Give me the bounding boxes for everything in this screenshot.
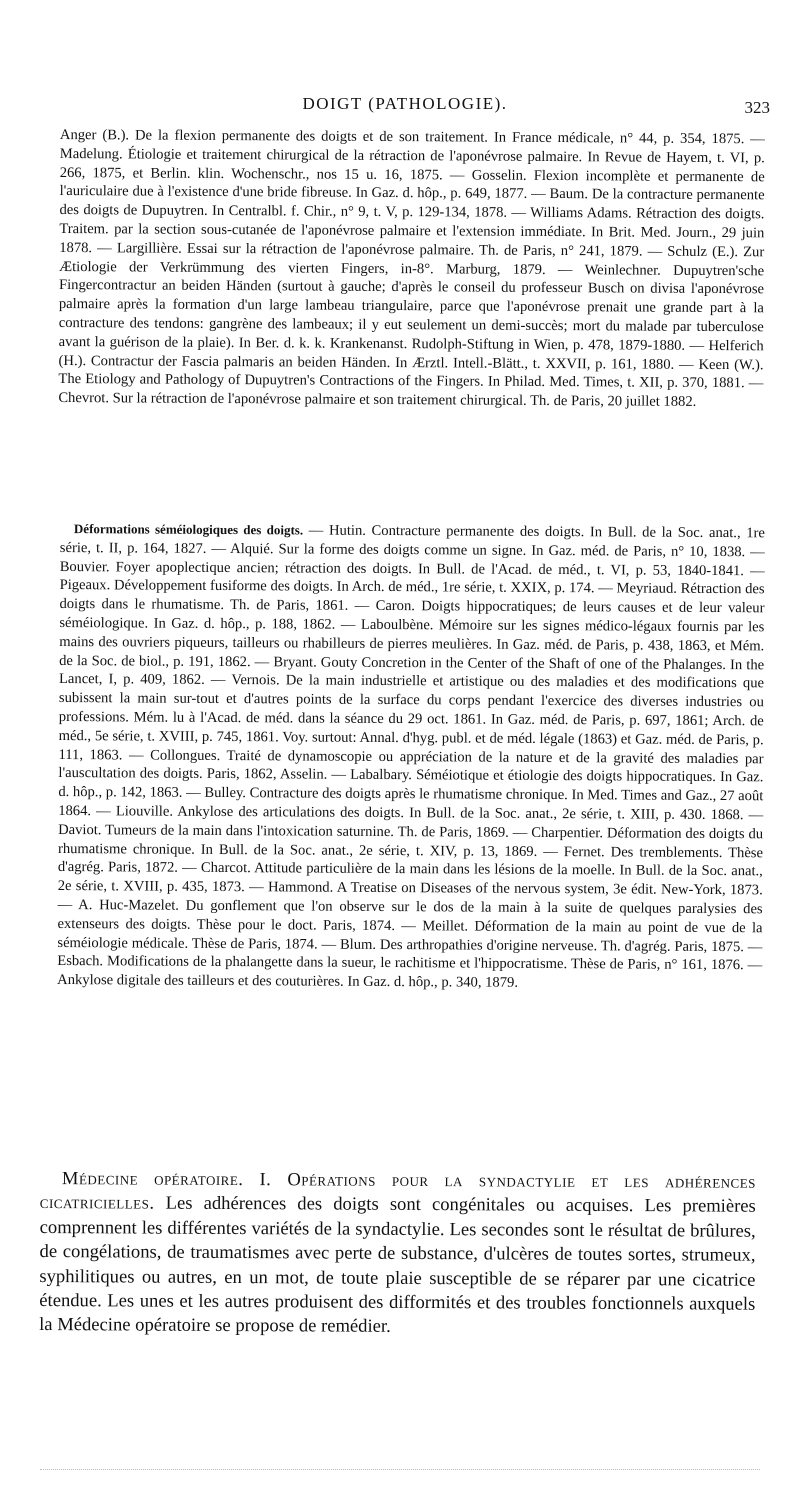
page-header [40,94,770,118]
bibliography-text: — Hutin. Contracture permanente des doigts. In Bull. de la Soc. anat., 1re série, t. II, p. 164, 1827. — Alquié. Sur la forme des doigts comme un signe. In Gaz. méd. de Paris, n° 10, 1838. — Bouvier. Foyer apoplectique ancien; rétraction des doigts. In Bull. de l'Acad. de méd., t. VI, p. 53, 1840-1841. — Pigeaux. Développement fusiforme des doigts. In Arch. de méd., 1re série, t. XXIX, p. 174. — Meyriaud. Rétraction des doigts dans le rhumatisme. Th. de Paris, 1861. — Caron. Doigts hippocratiques; de leurs causes et de leur valeur séméiologique. In Gaz. d. hôp., p. 188, 1862. — Laboulbène. Mémoire sur les signes médico-légaux fournis par les mains des ouvriers piqueurs, tailleurs ou rhabilleurs de pierres meulières. In Gaz. méd. de Paris, p. 438, 1863, et Mém. de la Soc. de biol., p. 191, 1862. — Bryant. Gouty Concretion in the Center of the Shaft of one of the Phalanges. In the Lancet, I, p. 409, 1862. — Vernois. De la main industrielle et artistique ou des maladies et des modifications que subissent la main sur-tout et d'autres points de la surface du corps pendant l'exercice des diverses industries ou professions. Mém. lu à l'Acad. de méd. dans la séance du 29 oct. 1861. In Gaz. méd. de Paris, p. 697, 1861; Arch. de méd., 5e série, t. XVIII, p. 745, 1861. Voy. surtout: Annal. d'hyg. publ. et de méd. légale (1863) et Gaz. méd. de Paris, p. 111, 1863. — Collongues. Traité de dynamoscopie ou appréciation de la nature et de la gravité des maladies par l'auscultation des doigts. Paris, 1862, Asselin. — Labalbary. Séméiotique et étiologie des doigts hippocratiques. In Gaz. d. hôp., p. 142, 1863. — Bulley. Contracture des doigts après le rhumatisme chronique. In Med. Times and Gaz., 27 août 1864. — Liouville. Ankylose des articulations des doigts. In Bull. de la Soc. anat., 2e série, t. XIII, p. 430. 1868. — Daviot. Tumeurs de la main dans l'intoxication saturnine. Th. de Paris, 1869. — Charpentier. Déformation des doigts du rhumatisme chronique. In Bull. de la Soc. anat., 2e série, t. XIV, p. 13, 1869. — Fernet. Des tremblements. Thèse d'agrég. Paris, 1872. — Charcot. Attitude particulière de la main dans les lésions de la moelle. In Bull. de la Soc. anat., 2e série, t. XVIII, p. 435, 1873. — Hammond. A Treatise on Diseases of the nervous system, 3e édit. New-York, 1873. — A. Huc-Mazelet. Du gonflement que l'on observe sur le dos de la main à la suite de quelques paralysies des extenseurs des doigts. Thèse pour le doct. Paris, 1874. — Meillet. Déformation de la main au point de vue de la séméiologie médicale. Thèse de Paris, 1874. — Blum. Des arthropathies d'origine nerveuse. Th. d'agrég. Paris, 1875. — Esbach. Modifications de la phalangette dans la sueur, le rachitisme et l'hippocratisme. Thèse de Paris, n° 161, 1876. — Ankylose digitale des tailleurs et des couturières. In Gaz. d. hôp., p. 340, 1879. [57,522,765,991]
page-number: 323 [744,98,770,117]
running-title: DOIGT (PATHOLOGIE). [302,94,508,113]
page-bottom-edge [40,1469,760,1474]
section-heading: Médecine opératoire. I. Opérations pour la syndactylie et les adhérences cicatricielles. [39,1168,756,1215]
bibliography-semeiology-paragraph [57,520,765,994]
section-body: Les adhérences des doigts sont congénitales ou acquises. Les premières comprennent les différentes variétés de la syndactylie. Les secondes sont le résultat de brûlures, de congélations, de traumatismes avec perte de substance, d'ulcères de toutes sortes, strumeux, syphilitiques ou autres, en un mot, de toute plaie susceptible de se réparer par une cicatrice étendue. Les unes et les autres produisent des difformités et des troubles fonctionnels auxquels la Médecine opératoire se propose de remédier. [39,1193,756,1338]
bibliography-paragraph: Anger (B.). De la flexion permanente des doigts et de son traitement. In France médicale, n° 44, p. 354, 1875. — Madelung. Étiologie et traitement chirurgical de la rétraction de l'aponévrose palmaire. In Revue de Hayem, t. VI, p. 266, 1875, et Berlin. klin. Wochenschr., nos 15 u. 16, 1875. — Gosselin. Flexion incomplète et permanente de l'auriculaire due à l'existence d'une bride fibreuse. In Gaz. d. hôp., p. 649, 1877. — Baum. De la contracture permanente des doigts de Dupuytren. In Centralbl. f. Chir., n° 9, t. V, p. 129-134, 1878. — Williams Adams. Rétraction des doigts. Traitem. par la section sous-cutanée de l'aponévrose palmaire et l'extension immédiate. In Brit. Med. Journ., 29 juin 1878. — Largillière. Essai sur la rétraction de l'aponévrose palmaire. Th. de Paris, n° 241, 1879. — Schulz (E.). Zur Ætiologie der Verkrümmung des vierten Fingers, in-8°. Marburg, 1879. — Weinlechner. Dupuytren'sche Fingercontractur an beiden Händen (surtout à gauche; d'après le conseil du professeur Busch on divisa l'aponévrose palmaire après la formation d'un large lambeau triangulaire, parce que l'aponévrose prenait une grande part à la contracture des tendons: gangrène des lambeaux; il y eut seulement un demi-succès; mort du malade par tuberculose avant la guérison de la plaie). In Ber. d. k. k. Krankenanst. Rudolph-Stiftung in Wien, p. 478, 1879-1880. — Helferich (H.). Contractur der Fascia palmaris an beiden Händen. In Ærztl. Intell.-Blätt., t. XXVII, p. 161, 1880. — Keen (W.). The Etiology and Pathology of Dupuytren's Contractions of the Fingers. In Philad. Med. Times, t. XII, p. 370, 1881. — Chevrot. Sur la rétraction de l'aponévrose palmaire et son traitement chirurgical. Th. de Paris, 20 juillet 1882. [58,126,765,411]
section-lead: Déformations séméiologiques des doigts. [73,521,304,538]
section-paragraph [39,1167,756,1342]
